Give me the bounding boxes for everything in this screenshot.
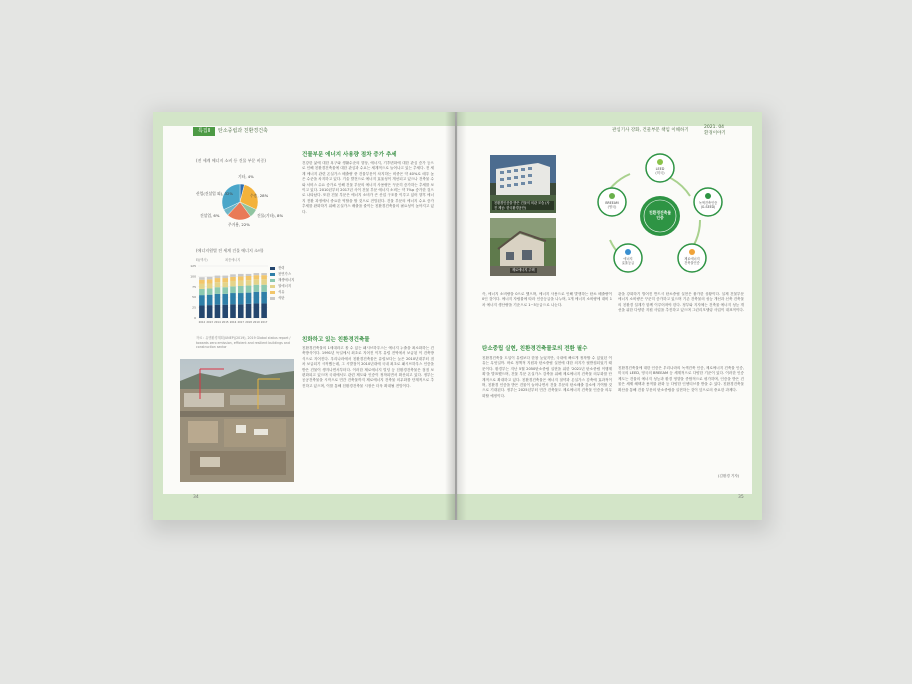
bar-segment-3-6 xyxy=(246,280,252,285)
cert-zeb-label: 제로에너지 건축물인증 xyxy=(684,257,700,265)
pie-label-industry: 산업(건설업 외), 32% xyxy=(196,191,234,196)
bar-segment-2-4 xyxy=(230,286,236,293)
bar-segment-0-7 xyxy=(254,303,260,318)
cert-gseed-label: 녹색건축인증 (G-SEED) xyxy=(698,201,718,209)
bar-legend-label: 석탄 xyxy=(278,296,285,300)
bar-legend-item xyxy=(270,295,294,301)
pie-label-transport: 수송, 28% xyxy=(250,193,269,198)
bar-segment-2-0 xyxy=(199,289,205,295)
right-top-band xyxy=(457,112,762,126)
bar-chart-unit: EJ(엑사) xyxy=(196,258,208,262)
bar-segment-3-0 xyxy=(199,284,205,289)
bar-segment-4-2 xyxy=(215,278,221,282)
house-photo-caption: 제로에너지 주택 xyxy=(512,268,535,272)
pie-chart-title: (전 세계 에너지 소비 등 건물 부문 비중) xyxy=(196,158,266,163)
bar-segment-0-5 xyxy=(238,304,244,318)
bar-segment-2-5 xyxy=(238,286,244,293)
bar-segment-2-2 xyxy=(215,287,221,294)
bar-legend-swatch xyxy=(270,273,275,276)
bar-segment-0-1 xyxy=(207,305,213,318)
bar-segment-0-2 xyxy=(215,305,221,318)
pie-label-construction: 건설업, 6% xyxy=(200,213,220,218)
bar-segment-0-8 xyxy=(261,303,267,318)
bar-segment-1-4 xyxy=(230,293,236,304)
bar-segment-4-0 xyxy=(199,280,205,284)
bar-xtick-label: 2016 xyxy=(229,321,237,324)
bar-xtick-label: 2019 xyxy=(253,321,260,324)
bar-legend-swatch xyxy=(270,279,275,282)
bar-segment-0-3 xyxy=(222,305,228,318)
section1-title: 건물부문 에너지 사용량 점차 증가 추세 xyxy=(302,152,397,158)
bar-legend-swatch xyxy=(270,291,275,294)
bar-segment-2-7 xyxy=(254,285,260,292)
right-bottom-band xyxy=(457,494,762,520)
bar-legend-swatch xyxy=(270,285,275,288)
bar-segment-4-7 xyxy=(254,275,260,279)
right-lower-left-text: 친환경건축물 도입이 유럽보다 한참 늦었지만, 국내에 빠르게 정착할 수 있었던 이유는 무엇일까. 바로 정책적 지원과 탄소중립 실현에 대한 의지가 뒷받침되었기 때문이다. 환경부는 지난 5월 2050탄소중립 실현을 위한 '2021년 탄소중립 이행계획'을 발표했으며, 건물 부문 온실가스 감축을 위해 제로에너지 건축물 의무화를 단계적으로 확대하고 있다. 친환경건축물은 에너지 절약과 온실가스 감축에 효과적이며, 친환경 인증을 받은 건물이 늘어나면서 건물 부문의 탄소배출 감소에 기여할 것으로 기대된다. 정부는 2025년부터 민간 건축물도 제로에너지 건축물 인증을 의무화할 예정이다. xyxy=(482,356,612,398)
book-spine xyxy=(445,112,467,520)
bar-chart-legend-title: 최종에너지 xyxy=(225,258,241,262)
pie-label-residential: 주거용, 22% xyxy=(228,222,250,227)
bar-ytick-label: 50 xyxy=(192,295,196,300)
bar-segment-5-4 xyxy=(230,274,236,276)
bar-xtick-label: 2018 xyxy=(245,321,252,324)
bar-segment-5-2 xyxy=(215,276,221,278)
bar-xtick-label: 2015 xyxy=(221,321,229,324)
bar-segment-1-2 xyxy=(215,294,221,305)
bar-segment-2-8 xyxy=(261,285,267,292)
bar-segment-4-8 xyxy=(261,275,267,279)
section2-body: 친환경건축물의 1세대라고 볼 수 있는 패시브하우스는 에너지 누출을 최소화하는 건축방식이다. 1991년 독일에서 최초로 지어진 이후 유럽 전역에서 보급된 이 건축방식으로 지어진다. 우리나라에서 친환경건축물은 유럽보다는 늦은 2010년대부터 점차 보급되기 시작했는데, 그 시발점이 2010년대에 국내 최초로 패시브하우스 인증을 받은 건물이 생겨나면서부터다. 이러한 제로에너지 빌딩 등 친환경건축물은 점점 보편화되고 있으며 국내에서도 관련 제도와 인증이 정착되면서 확산되고 있다. 정부는 공공건축물을 시작으로 민간 건축물까지 제로에너지 건축물 의무화를 단계적으로 추진하고 있으며, 이를 통해 친환경건축물 시장은 더욱 확대될 전망이다. xyxy=(302,346,434,388)
bar-segment-3-8 xyxy=(261,279,267,284)
bar-segment-3-5 xyxy=(238,281,244,286)
bar-segment-5-3 xyxy=(222,276,228,278)
bar-segment-5-1 xyxy=(207,277,213,279)
header-section-tag: 특집Ⅱ xyxy=(193,127,215,136)
pie-label-other: 기타, 4% xyxy=(238,174,254,179)
right-side-band xyxy=(752,126,762,520)
bar-segment-0-0 xyxy=(199,306,205,318)
bar-segment-3-1 xyxy=(207,283,213,288)
section1-body: 건강한 삶에 대한 욕구와 생활수준의 향상, 에너지, 기후변화에 대한 관심 증가 등으로 인해 친환경건축물에 대한 관심과 수요는 세계적으로 늘어나고 있는 추세다. 전 세계 에너지 관련 온실가스 배출량 중 건물부문이 차지하는 비중은 약 40%로 매우 높은 수준을 차지하고 있다. 기술 발전으로 에너지 효율성이 개선되고 있으나 건축물 수와 서비스 수요 증가로 인해 건물 부문의 에너지 사용량은 꾸준히 증가하는 추세를 보이고 있다. 2010년부터 2017년 사이 건물 부문 에너지 소비는 약 7%p 증가한 것으로 나타났다. 또한 건물 부문은 에너지 소비가 큰 산업 구조를 이루고 있어 향후 에너지 전환 과정에서 중요한 역할을 할 것으로 전망된다. 건물 부문의 에너지 수요 증가 추세를 완화하기 위해 온실가스 배출을 줄이는 친환경건축물의 필요성이 높아지고 있다. xyxy=(302,161,434,214)
bar-segment-3-7 xyxy=(254,279,260,284)
bar-ytick-label: 100 xyxy=(190,274,196,279)
bar-xtick-label: 2013 xyxy=(206,321,213,324)
bar-segment-0-6 xyxy=(246,304,252,318)
bar-chart-title: (에너지원별 전 세계 건물 에너지 소비) xyxy=(196,248,264,253)
bar-segment-1-8 xyxy=(261,292,267,304)
bar-chart-legend xyxy=(270,265,294,301)
right-header-text: 관심기사 강화, 건물부문 책임 이해하기 xyxy=(612,128,689,133)
chart-source-caption: 자료 : 유엔환경계획(UNEP)(2019), 2019 Global status report / towards zero emission, efficient and resilient buildings and construction sector xyxy=(196,336,291,349)
bar-segment-1-6 xyxy=(246,293,252,304)
bar-segment-2-3 xyxy=(222,287,228,294)
bar-segment-1-0 xyxy=(199,295,205,305)
bar-segment-5-5 xyxy=(238,274,244,276)
bar-segment-5-6 xyxy=(246,274,252,276)
bar-segment-1-5 xyxy=(238,293,244,304)
bar-ytick-label: 75 xyxy=(192,284,196,289)
bar-segment-5-8 xyxy=(261,273,267,275)
bar-segment-4-3 xyxy=(222,278,228,282)
bar-segment-0-4 xyxy=(230,304,236,318)
bar-legend-label: 재생에너지 xyxy=(278,278,295,282)
bar-segment-1-7 xyxy=(254,292,260,304)
cert-energy-label: 에너지 효율등급 xyxy=(621,257,635,265)
right-page-number: 35 xyxy=(738,495,744,500)
bar-segment-3-2 xyxy=(215,282,221,287)
building-photo-caption: 친환경인증을 받은 건물의 외관 모습 (사진 제공: 한국환경공단) xyxy=(492,201,554,210)
bar-legend-swatch xyxy=(270,297,275,300)
bar-segment-3-4 xyxy=(230,281,236,286)
bar-segment-3-3 xyxy=(222,282,228,287)
section2-title: 친화하고 있는 친환경건축물 xyxy=(302,337,370,343)
right-upper-right-text: 관을 강화하기 벌어진 반드시 탄소중립 실현은 불가한 상황이다. 실제 건물부문 에너지 소비량은 꾸준히 증가하고 있으며 기존 건축물의 성능 개선과 신축 건축물의 친환경 설계가 함께 이루어져야 한다. 정부와 지자체는 건축물 에너지 성능 개선을 위한 다양한 지원 사업을 추진하고 있으며 그린리모델링 사업이 대표적이다. xyxy=(618,292,744,313)
bar-segment-5-0 xyxy=(199,277,205,279)
bar-xtick-label: 2014 xyxy=(214,321,221,324)
bar-ytick-label: 25 xyxy=(192,305,196,310)
cert-center-label: 친환경건축물 인증 xyxy=(648,210,671,220)
left-top-band xyxy=(153,112,455,126)
cert-leed-label: LEED (미국) xyxy=(655,167,665,175)
bar-segment-4-4 xyxy=(230,277,236,281)
author-credit: (김환경 기자) xyxy=(718,474,740,478)
left-page-number: 34 xyxy=(193,495,199,500)
right-header-date: 2021. 04 xyxy=(704,125,725,130)
bar-segment-5-7 xyxy=(254,273,260,275)
right-lower-right-text: 친환경건축물에 대한 인증은 우리나라의 녹색건축 인증, 제로에너지 건축물 인증, 미국의 LEED, 영국의 BREEAM 등 세계적으로 다양한 기준이 있다. 이러한 인증제도는 건물의 에너지 성능과 환경 영향을 종합적으로 평가하며, 인증을 받은 건물은 세제 혜택과 용적률 완화 등 다양한 인센티브를 받을 수 있다. 친환경건축물 확산을 통해 건물 부문의 탄소중립을 실현하는 것이 앞으로의 중요한 과제다. xyxy=(618,366,744,392)
right-header-sub: 환경이야기 xyxy=(704,131,726,136)
section3-title: 탄소중립 실현, 친환경건축물로의 전환 필수 xyxy=(482,346,588,352)
bar-legend-label: 전력 xyxy=(278,266,285,270)
header-title: 탄소중립과 친환경건축 xyxy=(218,128,268,134)
left-side-band xyxy=(153,126,163,520)
bar-ytick-label: 0 xyxy=(194,316,196,320)
bar-segment-4-5 xyxy=(238,276,244,280)
bar-xtick-label: 2017 xyxy=(237,321,245,324)
bar-segment-2-6 xyxy=(246,286,252,293)
bar-segment-1-3 xyxy=(222,294,228,305)
bar-segment-4-6 xyxy=(246,276,252,280)
bar-legend-swatch xyxy=(270,267,275,270)
construction-site-photo xyxy=(180,359,294,482)
cert-breeam-label: BREEAM (영국) xyxy=(605,201,619,209)
bar-ytick-label: 125 xyxy=(190,264,196,268)
bar-legend-label: 천연가스 xyxy=(278,272,292,276)
bar-xtick-label: 2017 xyxy=(260,321,268,324)
bar-segment-2-1 xyxy=(207,288,213,294)
bar-segment-1-1 xyxy=(207,295,213,305)
right-upper-left-text: 즉, 에너지 소비량을 0으로 했으며, 에너지 사용으로 인해 발생하는 탄소 배출량이 0인 것이다. 에너지 자립률에 따라 인증등급을 나누며, 1개 에너지 소비량에 대비 1차 에너지 생산량을 기준으로 1~5등급으로 나눈다. xyxy=(482,292,612,307)
bar-xtick-label: 2012 xyxy=(198,321,206,324)
bar-legend-label: 석유 xyxy=(278,290,285,294)
bar-segment-4-1 xyxy=(207,279,213,283)
pie-label-building-other: 건물(기타), 8% xyxy=(257,213,284,218)
bar-legend-label: 열에너지 xyxy=(278,284,292,288)
